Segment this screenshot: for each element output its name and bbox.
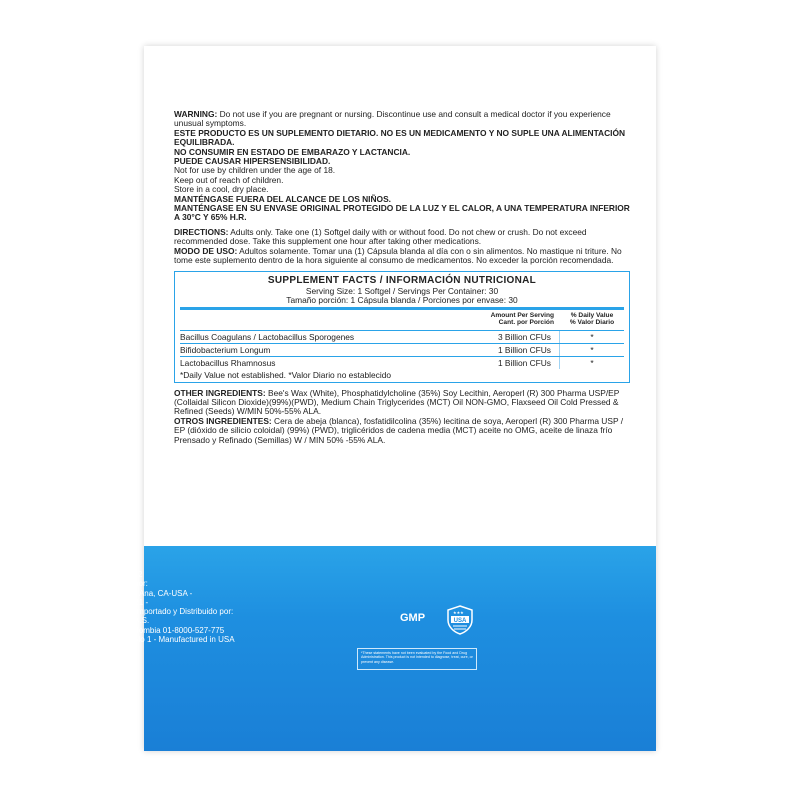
facts-header-row [180,311,624,330]
ingredient-name: Bacillus Coagulans / Lactobacillus Sporogenes [180,331,355,342]
modo-de-uso-label: MODO DE USO: [174,245,238,256]
warning-en-3: Store in a cool, dry place. [174,184,269,195]
ingredient-name: Lactobacillus Rhamnosus [180,357,276,368]
facts-footnote: *Daily Value not established. *Valor Diario no establecido [180,369,392,380]
website-link[interactable]: www.healthy-america.com.co [30,644,135,654]
fda-disclaimer: *These statements have not been evaluated by the Food and Drug Administration. This product is not intended to diagnose, treat, cure, or prevent any disease. [357,648,477,670]
amount-header-en: Amount Per Serving [490,311,554,319]
table-row [180,330,624,343]
manufacturer-info [30,570,290,654]
warning-text: Do not use if you are pregnant or nursing. Discontinue use and consult a medical doctor if you experience unusual symptoms. [174,109,611,129]
facts-divider [180,307,624,310]
supplement-facts-box [174,271,630,383]
warning-en-1: Not for use by children under the age of 18. [174,165,336,176]
warning-es-1: ESTE PRODUCTO ES UN SUPLEMENTO DIETARIO. NO ES UN MEDICAMENTO Y NO SUPLE UNA ALIMENTACIÓN EQUILIBRADA. [174,127,626,148]
daily-value-header [560,312,624,327]
svg-text:★★★: ★★★ [453,610,464,615]
serving-size: Serving Size: 1 Softgel / Servings Per Container: 30 [305,285,499,296]
directions-label: DIRECTIONS: [174,226,229,237]
footer-line: Healthy America Colombia S.A.S. [30,616,150,626]
footer-line: Imported and Distributed by / Importado y Distribuido por: [30,607,234,617]
warning-paragraph [174,110,630,129]
footer-line: USA - Toll-Free 1-866-981-4321 - [30,597,149,607]
facts-title: SUPPLEMENT FACTS / INFORMACIÓN NUTRICIONAL [267,274,537,286]
dv-header-es: % Valor Diario [569,319,615,327]
footer-line: Product No. 001073FS - Box No 1 - Manufactured in USA [30,635,235,645]
other-ingredients-paragraph [174,389,630,417]
label-content [174,110,630,445]
footer-line: Robinson Pharma Inc. - Santa Ana, CA-USA - [30,588,193,598]
footer-line: R.S. INVIMA: SD2023-0004692 [30,570,143,579]
gmp-logo: GMP [400,612,426,624]
table-row [180,356,624,369]
serving-size-es: Tamaño porción: 1 Cápsula blanda / Porciones por envase: 30 [286,294,518,305]
amount-header [438,312,560,327]
otros-ingredientes-text: Cera de abeja (blanca), fosfatidilcolina (35%) lecitina de soya, Aeroperl (R) 300 Pharma USP / EP (dióxido de silicio coloidal) (99%) (PWD), triglicéridos de cadena media (MCT) aceite no OMG, aceite de linaza frío Prensado y Refinado (Semillas) W / MIN 50% -55% ALA. [174,415,624,445]
modo-de-uso-paragraph [174,247,630,266]
directions-text: Adults only. Take one (1) Softgel daily with or without food. Do not chew or crush. Do not exceed recommended dose. Take this supplement one hour after taking other medications. [174,226,587,247]
modo-de-uso-text: Adultos solamente. Tomar una (1) Cápsula blanda al día con o sin alimentos. No mastique ni triture. No tome este suplemento dentro de la hora siguiente al consumo de medicamentos. No exceder la porción recomendada. [174,245,622,266]
ingredient-amount: 3 Billion CFUs [435,331,560,343]
usa-shield-icon [447,605,473,635]
warning-en-2: Keep out of reach of children. [174,174,284,185]
directions-paragraph [174,228,630,247]
warning-es-4: MANTÉNGASE FUERA DEL ALCANCE DE LOS NIÑOS. [174,193,391,204]
ingredient-dv: * [590,357,594,368]
otros-ingredientes-paragraph [174,417,630,445]
other-ingredients-label: OTHER INGREDIENTS: [174,387,266,398]
table-row [180,343,624,356]
ingredient-dv: * [590,344,594,355]
ingredient-name: Bifidobacterium Longum [180,344,271,355]
warning-es-3: PUEDE CAUSAR HIPERSENSIBILIDAD. [174,156,331,167]
ingredient-amount: 1 Billion CFUs [435,357,560,369]
other-ingredients-text: Bee's Wax (White), Phosphatidylcholine (35%) Soy Lecithin, Aeroperl (R) 300 Pharma USP/EP (Collaidal Silicon Dioxide)(99%)(PWD), Medium Chain Triglycerides (MCT) Oil NON-GMO, Flaxseed Oil Cold Pressed & Refined (Seeds) W/MIN 50%-55% ALA. [174,387,620,417]
warning-es-2: NO CONSUMIR EN ESTADO DE EMBARAZO Y LACTANCIA. [174,146,411,157]
usa-label: USA [453,618,467,624]
otros-ingredientes-label: OTROS INGREDIENTES: [174,415,272,426]
warning-es-5: MANTÉNGASE EN SU ENVASE ORIGINAL PROTEGIDO DE LA LUZ Y EL CALOR, A UNA TEMPERATURA INFERIOR A 30°C Y 65% H.R. [174,203,630,223]
ingredient-dv: * [590,331,594,342]
amount-header-es: Cant. por Porción [498,319,554,327]
warning-label: WARNING: [174,109,218,119]
dv-header-en: % Daily Value [570,311,614,319]
footer-line: Manufactured by / Fabricado por: [30,579,148,589]
footer-line: Yumbo, Valle - Colombia. - Colombia 01-8000-527-775 [30,625,225,635]
ingredient-amount: 1 Billion CFUs [435,344,560,356]
